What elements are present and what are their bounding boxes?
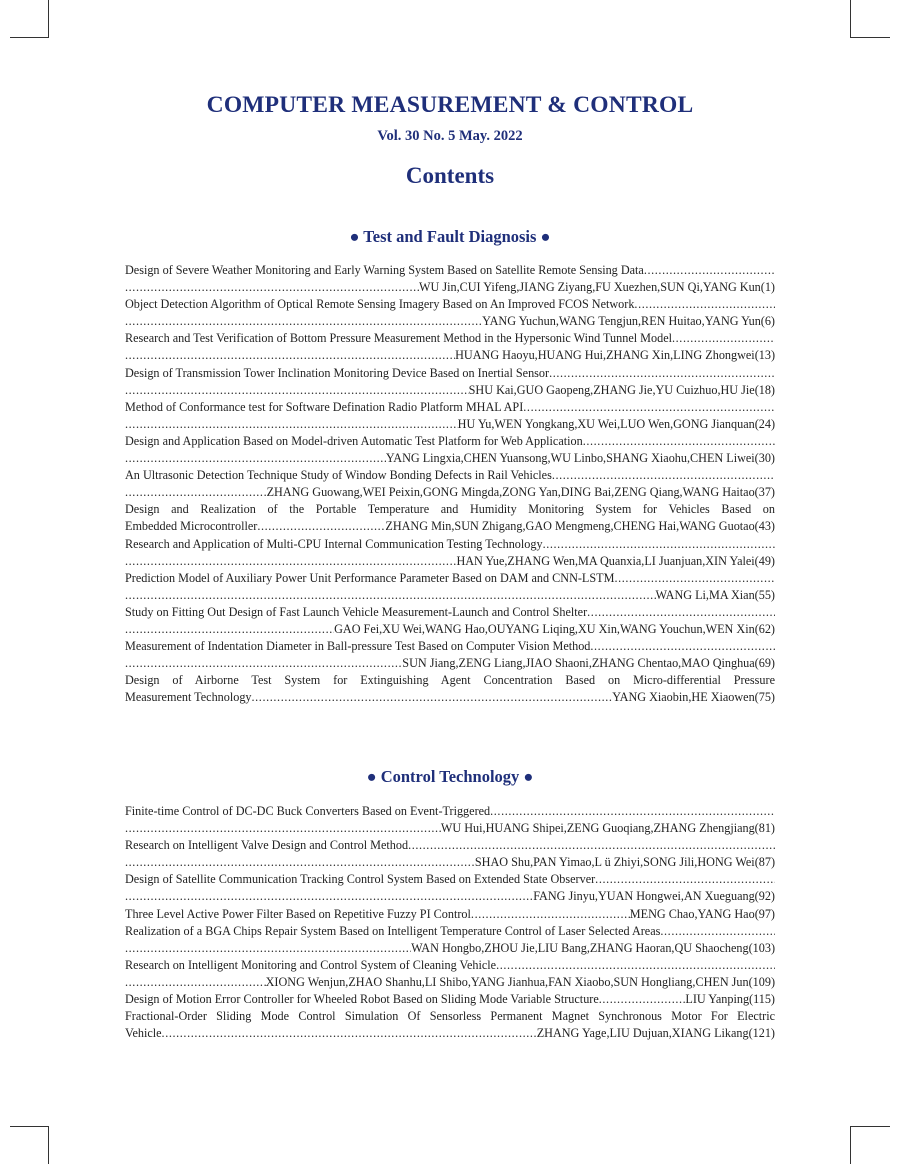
- toc-line: [125, 803, 775, 820]
- leader-dots: [125, 553, 456, 570]
- toc-line: [125, 587, 775, 604]
- entry-authors-page: ZHANG Min,SUN Zhigang,GAO Mengmeng,CHENG Hai,WANG Guotao(43): [385, 519, 775, 534]
- entry-authors-page: YANG Lingxia,CHEN Yuansong,WU Linbo,SHANG Xiaohu,CHEN Liwei(30): [385, 451, 775, 466]
- leader-dots: [125, 621, 334, 638]
- toc-line: [125, 923, 775, 940]
- entry-title: Design and Application Based on Model-driven Automatic Test Platform for Web Application: [125, 433, 583, 448]
- toc-entry[interactable]: [125, 1008, 775, 1042]
- toc-line: [125, 347, 775, 364]
- entry-title: Measurement of Indentation Diameter in Ball-pressure Test Based on Computer Vision Method: [125, 639, 591, 654]
- toc-entry[interactable]: [125, 906, 775, 923]
- toc-line: [125, 888, 775, 905]
- toc-line: [125, 279, 775, 296]
- entry-authors-page: WU Jin,CUI Yifeng,JIANG Ziyang,FU Xuezhen,SUN Qi,YANG Kun(1): [419, 280, 775, 295]
- leader-dots: [660, 923, 775, 940]
- section-title-test-fault-diagnosis: ● Test and Fault Diagnosis ●: [349, 227, 551, 246]
- leader-dots: [125, 313, 482, 330]
- entry-authors-page: XIONG Wenjun,ZHAO Shanhu,LI Shibo,YANG Jianhua,FAN Xiaobo,SUN Hongliang,CHEN Jun(109): [265, 974, 775, 989]
- contents-heading: Contents: [405, 163, 495, 188]
- entry-authors-page: FANG Jinyu,YUAN Hongwei,AN Xueguang(92): [533, 889, 775, 904]
- entry-title: Research on Intelligent Valve Design and Control Method: [125, 838, 409, 853]
- leader-dots: [125, 279, 419, 296]
- leader-dots: [125, 347, 455, 364]
- entry-authors-page: HU Yu,WEN Yongkang,XU Wei,LUO Wen,GONG Jianquan(24): [457, 416, 775, 431]
- toc-line: [125, 604, 775, 621]
- toc-entry[interactable]: [125, 803, 775, 837]
- leader-dots: [595, 871, 775, 888]
- toc-entry[interactable]: [125, 467, 775, 501]
- entry-title: Method of Conformance test for Software Defination Radio Platform MHAL API: [125, 399, 524, 414]
- toc-entry[interactable]: [125, 570, 775, 604]
- toc-entry[interactable]: [125, 536, 775, 570]
- toc-entry[interactable]: [125, 991, 775, 1008]
- leader-dots: [549, 365, 775, 382]
- leader-dots: [672, 330, 775, 347]
- toc-line: [125, 313, 775, 330]
- toc-entry[interactable]: [125, 296, 775, 330]
- entry-title: Research and Test Verification of Bottom Pressure Measurement Method in the Hypersonic Wind Tunnel Model: [125, 331, 672, 346]
- toc-line: [125, 330, 775, 347]
- leader-dots: [552, 467, 775, 484]
- toc-line: [125, 957, 775, 974]
- entry-authors-page: HUANG Haoyu,HUANG Hui,ZHANG Xin,LING Zhongwei(13): [455, 348, 775, 363]
- toc-entry[interactable]: [125, 837, 775, 871]
- leader-dots: [634, 296, 775, 313]
- leader-dots: [252, 689, 613, 706]
- entry-title: Design of Motion Error Controller for Wheeled Robot Based on Sliding Mode Variable Structure: [125, 992, 599, 1007]
- toc-line: [125, 1008, 775, 1025]
- leader-dots: [125, 587, 656, 604]
- leader-dots: [587, 604, 775, 621]
- leader-dots: [257, 518, 385, 535]
- entry-authors-page: ZHANG Guowang,WEI Peixin,GONG Mingda,ZONG Yan,DING Bai,ZENG Qiang,WANG Haitao(37): [266, 485, 775, 500]
- toc-line: [125, 501, 775, 518]
- toc-line: [125, 638, 775, 655]
- crop-mark: [850, 1126, 890, 1127]
- entry-authors-page: WU Hui,HUANG Shipei,ZENG Guoqiang,ZHANG Zhengjiang(81): [440, 821, 775, 836]
- leader-dots: [125, 888, 533, 905]
- entry-authors-page: GAO Fei,XU Wei,WANG Hao,OUYANG Liqing,XU Xin,WANG Youchun,WEN Xin(62): [334, 621, 775, 636]
- toc-line: [125, 262, 775, 279]
- toc-line: [125, 940, 775, 957]
- toc-section-test-fault-diagnosis: [125, 262, 775, 706]
- toc-entry[interactable]: [125, 501, 775, 535]
- toc-entry[interactable]: [125, 399, 775, 433]
- entry-title: Object Detection Algorithm of Optical Remote Sensing Imagery Based on An Improved FCOS Network: [125, 297, 635, 312]
- entry-title: Finite-time Control of DC-DC Buck Converters Based on Event-Triggered: [125, 804, 491, 818]
- toc-line: [125, 974, 775, 991]
- toc-line: [125, 365, 775, 382]
- leader-dots: [125, 382, 469, 399]
- leader-dots: [125, 854, 475, 871]
- entry-title-cont: Vehicle: [125, 1026, 162, 1041]
- leader-dots: [125, 940, 411, 957]
- toc-line: [125, 296, 775, 313]
- section-title-control-technology: ● Control Technology ●: [366, 767, 534, 786]
- entry-authors-page: WANG Li,MA Xian(55): [655, 587, 775, 602]
- crop-mark: [48, 1126, 49, 1164]
- crop-mark: [850, 37, 890, 38]
- leader-dots: [599, 991, 686, 1008]
- leader-dots: [614, 570, 775, 587]
- toc-entry[interactable]: [125, 262, 775, 296]
- toc-line: [125, 450, 775, 467]
- toc-line: [125, 382, 775, 399]
- entry-title-cont: Embedded Microcontroller: [125, 519, 258, 534]
- toc-line: [125, 1025, 775, 1042]
- entry-title: Design of Transmission Tower Inclination Monitoring Device Based on Inertial Sensor: [125, 365, 550, 380]
- journal-title: COMPUTER MEASUREMENT & CONTROL: [206, 92, 694, 118]
- leader-dots: [583, 433, 775, 450]
- issue-info: Vol. 30 No. 5 May. 2022: [377, 128, 523, 144]
- entry-authors-page: LIU Yanping(115): [685, 992, 775, 1007]
- toc-entry[interactable]: [125, 871, 775, 905]
- leader-dots: [496, 957, 775, 974]
- entry-authors-page: ZHANG Yage,LIU Dujuan,XIANG Likang(121): [536, 1026, 775, 1041]
- toc-entry[interactable]: [125, 923, 775, 957]
- leader-dots: [408, 837, 775, 854]
- toc-line: [125, 655, 775, 672]
- leader-dots: [125, 450, 386, 467]
- entry-title-cont: Measurement Technology: [125, 690, 252, 705]
- toc-section-control-technology: [125, 803, 775, 1042]
- leader-dots: [590, 638, 775, 655]
- crop-mark: [10, 37, 49, 38]
- toc-line: [125, 518, 775, 535]
- entry-title: Design of Severe Weather Monitoring and Early Warning System Based on Satellite Remote Sensing Data: [125, 263, 644, 277]
- leader-dots: [490, 803, 775, 820]
- entry-authors-page: YANG Yuchun,WANG Tengjun,REN Huitao,YANG Yun(6): [482, 314, 775, 329]
- entry-authors-page: HAN Yue,ZHANG Wen,MA Quanxia,LI Juanjuan,XIN Yalei(49): [456, 553, 775, 568]
- toc-line: [125, 871, 775, 888]
- entry-authors-page: YANG Xiaobin,HE Xiaowen(75): [612, 690, 775, 705]
- crop-mark: [850, 1126, 851, 1164]
- toc-line: [125, 553, 775, 570]
- leader-dots: [125, 655, 402, 672]
- entry-title: Three Level Active Power Filter Based on Repetitive Fuzzy PI Control: [125, 906, 471, 921]
- toc-entry[interactable]: [125, 957, 775, 991]
- toc-line: [125, 416, 775, 433]
- toc-line: [125, 672, 775, 689]
- entry-title: An Ultrasonic Detection Technique Study of Window Bonding Defects in Rail Vehicles: [125, 468, 552, 483]
- entry-title: Design of Satellite Communication Tracking Control System Based on Extended State Observer: [125, 872, 596, 887]
- leader-dots: [125, 484, 267, 501]
- toc-line: [125, 991, 775, 1008]
- entry-title: Design and Realization of the Portable Temperature and Humidity Monitoring System for Vehicles Based on: [125, 502, 775, 517]
- toc-entry[interactable]: [125, 365, 775, 399]
- toc-line: [125, 820, 775, 837]
- toc-entry[interactable]: [125, 330, 775, 364]
- leader-dots: [125, 820, 441, 837]
- toc-line: [125, 621, 775, 638]
- toc-line: [125, 467, 775, 484]
- entry-authors-page: SUN Jiang,ZENG Liang,JIAO Shaoni,ZHANG Chentao,MAO Qinghua(69): [402, 656, 775, 671]
- leader-dots: [162, 1025, 537, 1042]
- toc-line: [125, 837, 775, 854]
- toc-line: [125, 433, 775, 450]
- entry-title: Prediction Model of Auxiliary Power Unit Performance Parameter Based on DAM and CNN-LSTM: [125, 570, 615, 585]
- toc-entry[interactable]: [125, 638, 775, 672]
- entry-title: Fractional-Order Sliding Mode Control Simulation Of Sensorless Permanent Magnet Synchronous Motor For Electric: [125, 1009, 775, 1024]
- leader-dots: [543, 536, 775, 553]
- entry-authors-page: SHU Kai,GUO Gaopeng,ZHANG Jie,YU Cuizhuo,HU Jie(18): [468, 382, 775, 397]
- entry-authors-page: MENG Chao,YANG Hao(97): [629, 906, 775, 921]
- entry-authors-page: WAN Hongbo,ZHOU Jie,LIU Bang,ZHANG Haoran,QU Shaocheng(103): [411, 940, 775, 955]
- toc-line: [125, 570, 775, 587]
- toc-entry[interactable]: [125, 604, 775, 638]
- entry-title: Realization of a BGA Chips Repair System Based on Intelligent Temperature Control of Laser Selected Areas: [125, 923, 661, 938]
- leader-dots: [523, 399, 775, 416]
- leader-dots: [125, 974, 266, 991]
- leader-dots: [644, 262, 775, 279]
- crop-mark: [850, 0, 851, 38]
- entry-title: Research on Intelligent Monitoring and Control System of Cleaning Vehicle: [125, 957, 497, 972]
- toc-line: [125, 689, 775, 706]
- toc-line: [125, 399, 775, 416]
- toc-entry[interactable]: [125, 433, 775, 467]
- toc-line: [125, 484, 775, 501]
- entry-title: Study on Fitting Out Design of Fast Launch Vehicle Measurement-Launch and Control Shelter: [125, 604, 588, 619]
- toc-line: [125, 536, 775, 553]
- toc-entry[interactable]: [125, 672, 775, 706]
- toc-line: [125, 854, 775, 871]
- crop-mark: [10, 1126, 49, 1127]
- entry-title: Design of Airborne Test System for Extinguishing Agent Concentration Based on Micro-differential Pressure: [125, 673, 775, 688]
- leader-dots: [471, 906, 630, 923]
- crop-mark: [48, 0, 49, 38]
- entry-authors-page: SHAO Shu,PAN Yimao,L ü Zhiyi,SONG Jili,HONG Wei(87): [474, 855, 775, 870]
- entry-title: Research and Application of Multi-CPU Internal Communication Testing Technology: [125, 536, 543, 551]
- toc-line: [125, 906, 775, 923]
- leader-dots: [125, 416, 458, 433]
